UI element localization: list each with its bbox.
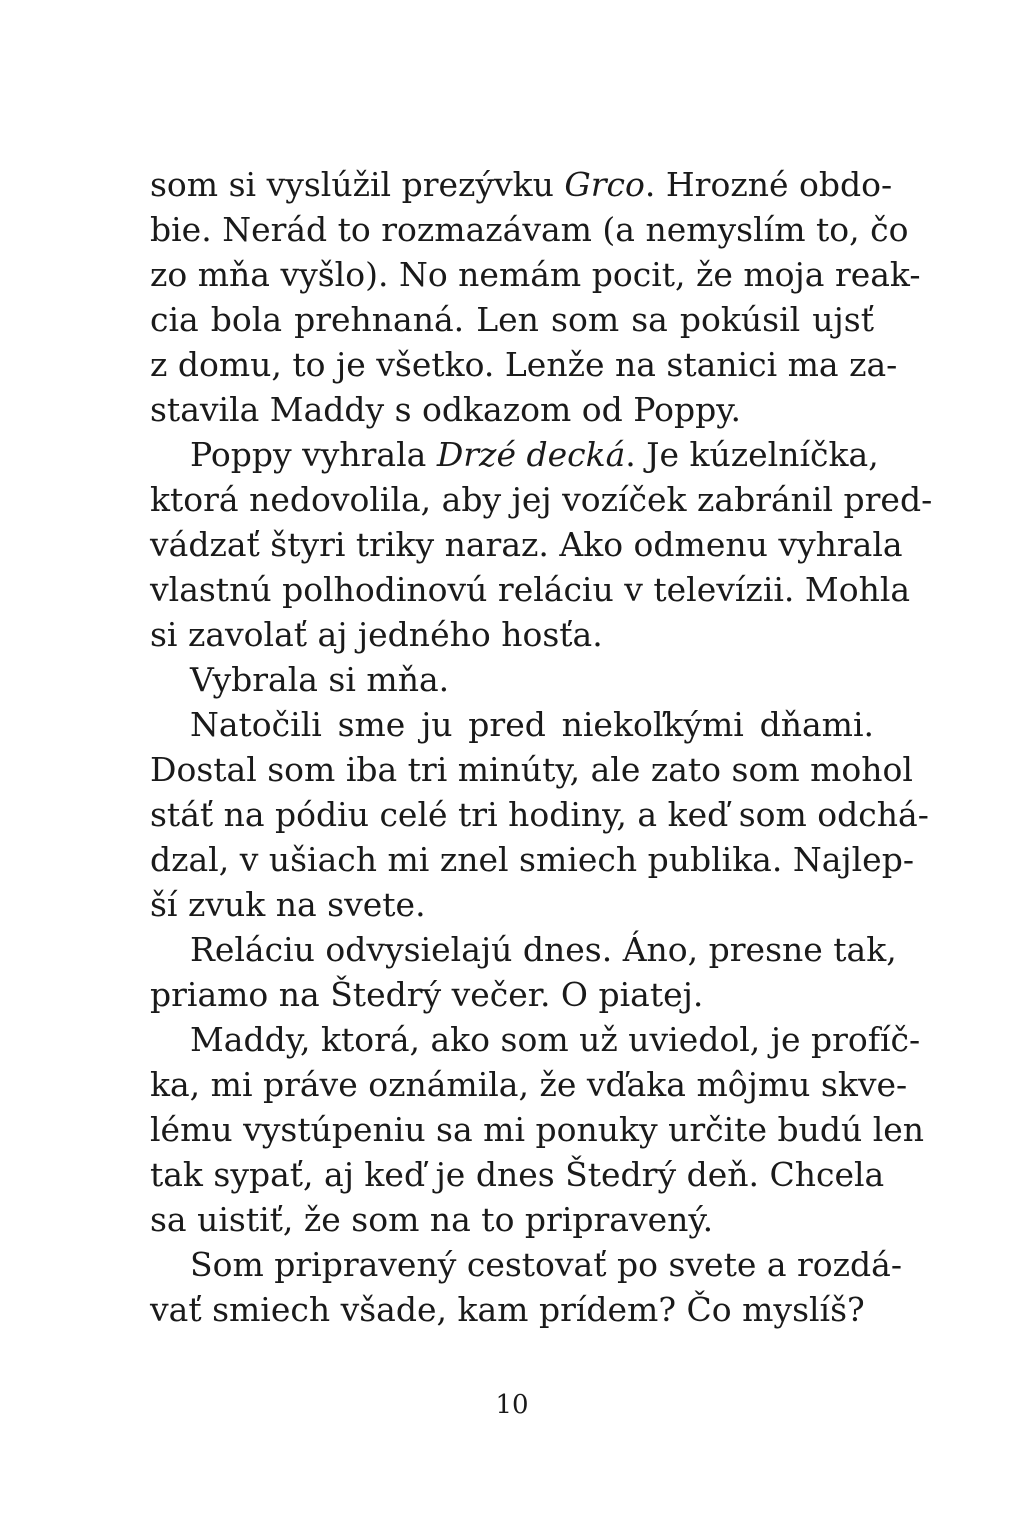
text-run: Reláciu odvysielajú dnes. Áno, presne tak, — [190, 930, 897, 969]
paragraph — [150, 432, 933, 657]
italic-title: Drzé decká — [436, 435, 626, 474]
paragraph — [150, 1017, 925, 1242]
text-line — [150, 792, 929, 837]
paragraph — [150, 657, 874, 702]
text-run: . Hrozné obdo- — [644, 165, 893, 204]
text-run: Som pripravený cestovať po svete a rozdá- — [190, 1245, 902, 1284]
text-line — [150, 927, 897, 972]
text-line — [150, 342, 898, 387]
text-run: priamo na Štedrý večer. O piatej. — [150, 975, 704, 1014]
text-run: ktorá nedovolila, aby jej vozíček zabránil pred- — [150, 480, 933, 519]
text-line — [150, 162, 893, 207]
text-run: Vybrala si mňa. — [190, 660, 450, 699]
text-run: tak sypať, aj keď je dnes Štedrý deň. Chcela — [150, 1155, 885, 1194]
text-line — [150, 432, 879, 477]
text-run: . Je kúzelníčka, — [625, 435, 879, 474]
text-run: stavila Maddy s odkazom od Poppy. — [150, 390, 741, 429]
text-line — [150, 657, 874, 702]
text-line — [150, 837, 914, 882]
text-run: Maddy, ktorá, ako som už uviedol, je profíč- — [190, 1020, 921, 1059]
text-run: vádzať štyri triky naraz. Ako odmenu vyhrala — [150, 525, 903, 564]
text-run: Poppy vyhrala — [190, 435, 437, 474]
text-run: zo mňa vyšlo). No nemám pocit, že moja reak- — [150, 255, 921, 294]
text-run: Natočili sme ju pred niekoľkými dňami. — [190, 705, 874, 744]
paragraph — [150, 1242, 902, 1332]
text-run: si zavolať aj jedného hosťa. — [150, 615, 603, 654]
text-line — [150, 297, 874, 342]
text-run: ka, mi práve oznámila, že vďaka môjmu skve- — [150, 1065, 908, 1104]
text-line — [150, 1017, 921, 1062]
text-run: cia bola prehnaná. Len som sa pokúsil ujsť — [150, 300, 874, 339]
paragraph — [150, 162, 921, 432]
text-run: z domu, to je všetko. Lenže na stanici ma za- — [150, 345, 898, 384]
italic-title: Grco — [564, 165, 645, 204]
text-line — [150, 1242, 902, 1287]
text-line — [150, 1287, 874, 1332]
text-line — [150, 207, 909, 252]
text-run: Dostal som iba tri minúty, ale zato som mohol — [150, 750, 913, 789]
text-run: stáť na pódiu celé tri hodiny, a keď som odchá- — [150, 795, 929, 834]
text-line — [150, 1197, 874, 1242]
text-run: vlastnú polhodinovú reláciu v televízii. Mohla — [150, 570, 911, 609]
text-run: bie. Nerád to rozmazávam (a nemyslím to, čo — [150, 210, 909, 249]
text-run: dzal, v ušiach mi znel smiech publika. Najlep- — [150, 840, 914, 879]
text-line — [150, 387, 874, 432]
paragraph — [150, 927, 897, 1017]
text-run: sa uistiť, že som na to pripravený. — [150, 1200, 714, 1239]
text-line — [150, 1152, 885, 1197]
text-line — [150, 1107, 925, 1152]
paragraph — [150, 702, 929, 927]
page-number: 10 — [495, 1390, 529, 1420]
text-line — [150, 252, 921, 297]
text-run: vať smiech všade, kam prídem? Čo myslíš? — [150, 1290, 865, 1329]
text-run: ší zvuk na svete. — [150, 885, 426, 924]
text-line — [150, 972, 874, 1017]
text-line — [150, 612, 874, 657]
text-line — [150, 882, 874, 927]
text-line — [150, 477, 933, 522]
text-line — [150, 747, 913, 792]
text-line — [150, 567, 911, 612]
text-line — [150, 1062, 908, 1107]
body-text — [150, 162, 933, 1332]
text-run: som si vyslúžil prezývku — [150, 165, 565, 204]
text-line — [150, 522, 903, 567]
text-line — [150, 702, 874, 747]
text-run: lému vystúpeniu sa mi ponuky určite budú len — [150, 1110, 925, 1149]
